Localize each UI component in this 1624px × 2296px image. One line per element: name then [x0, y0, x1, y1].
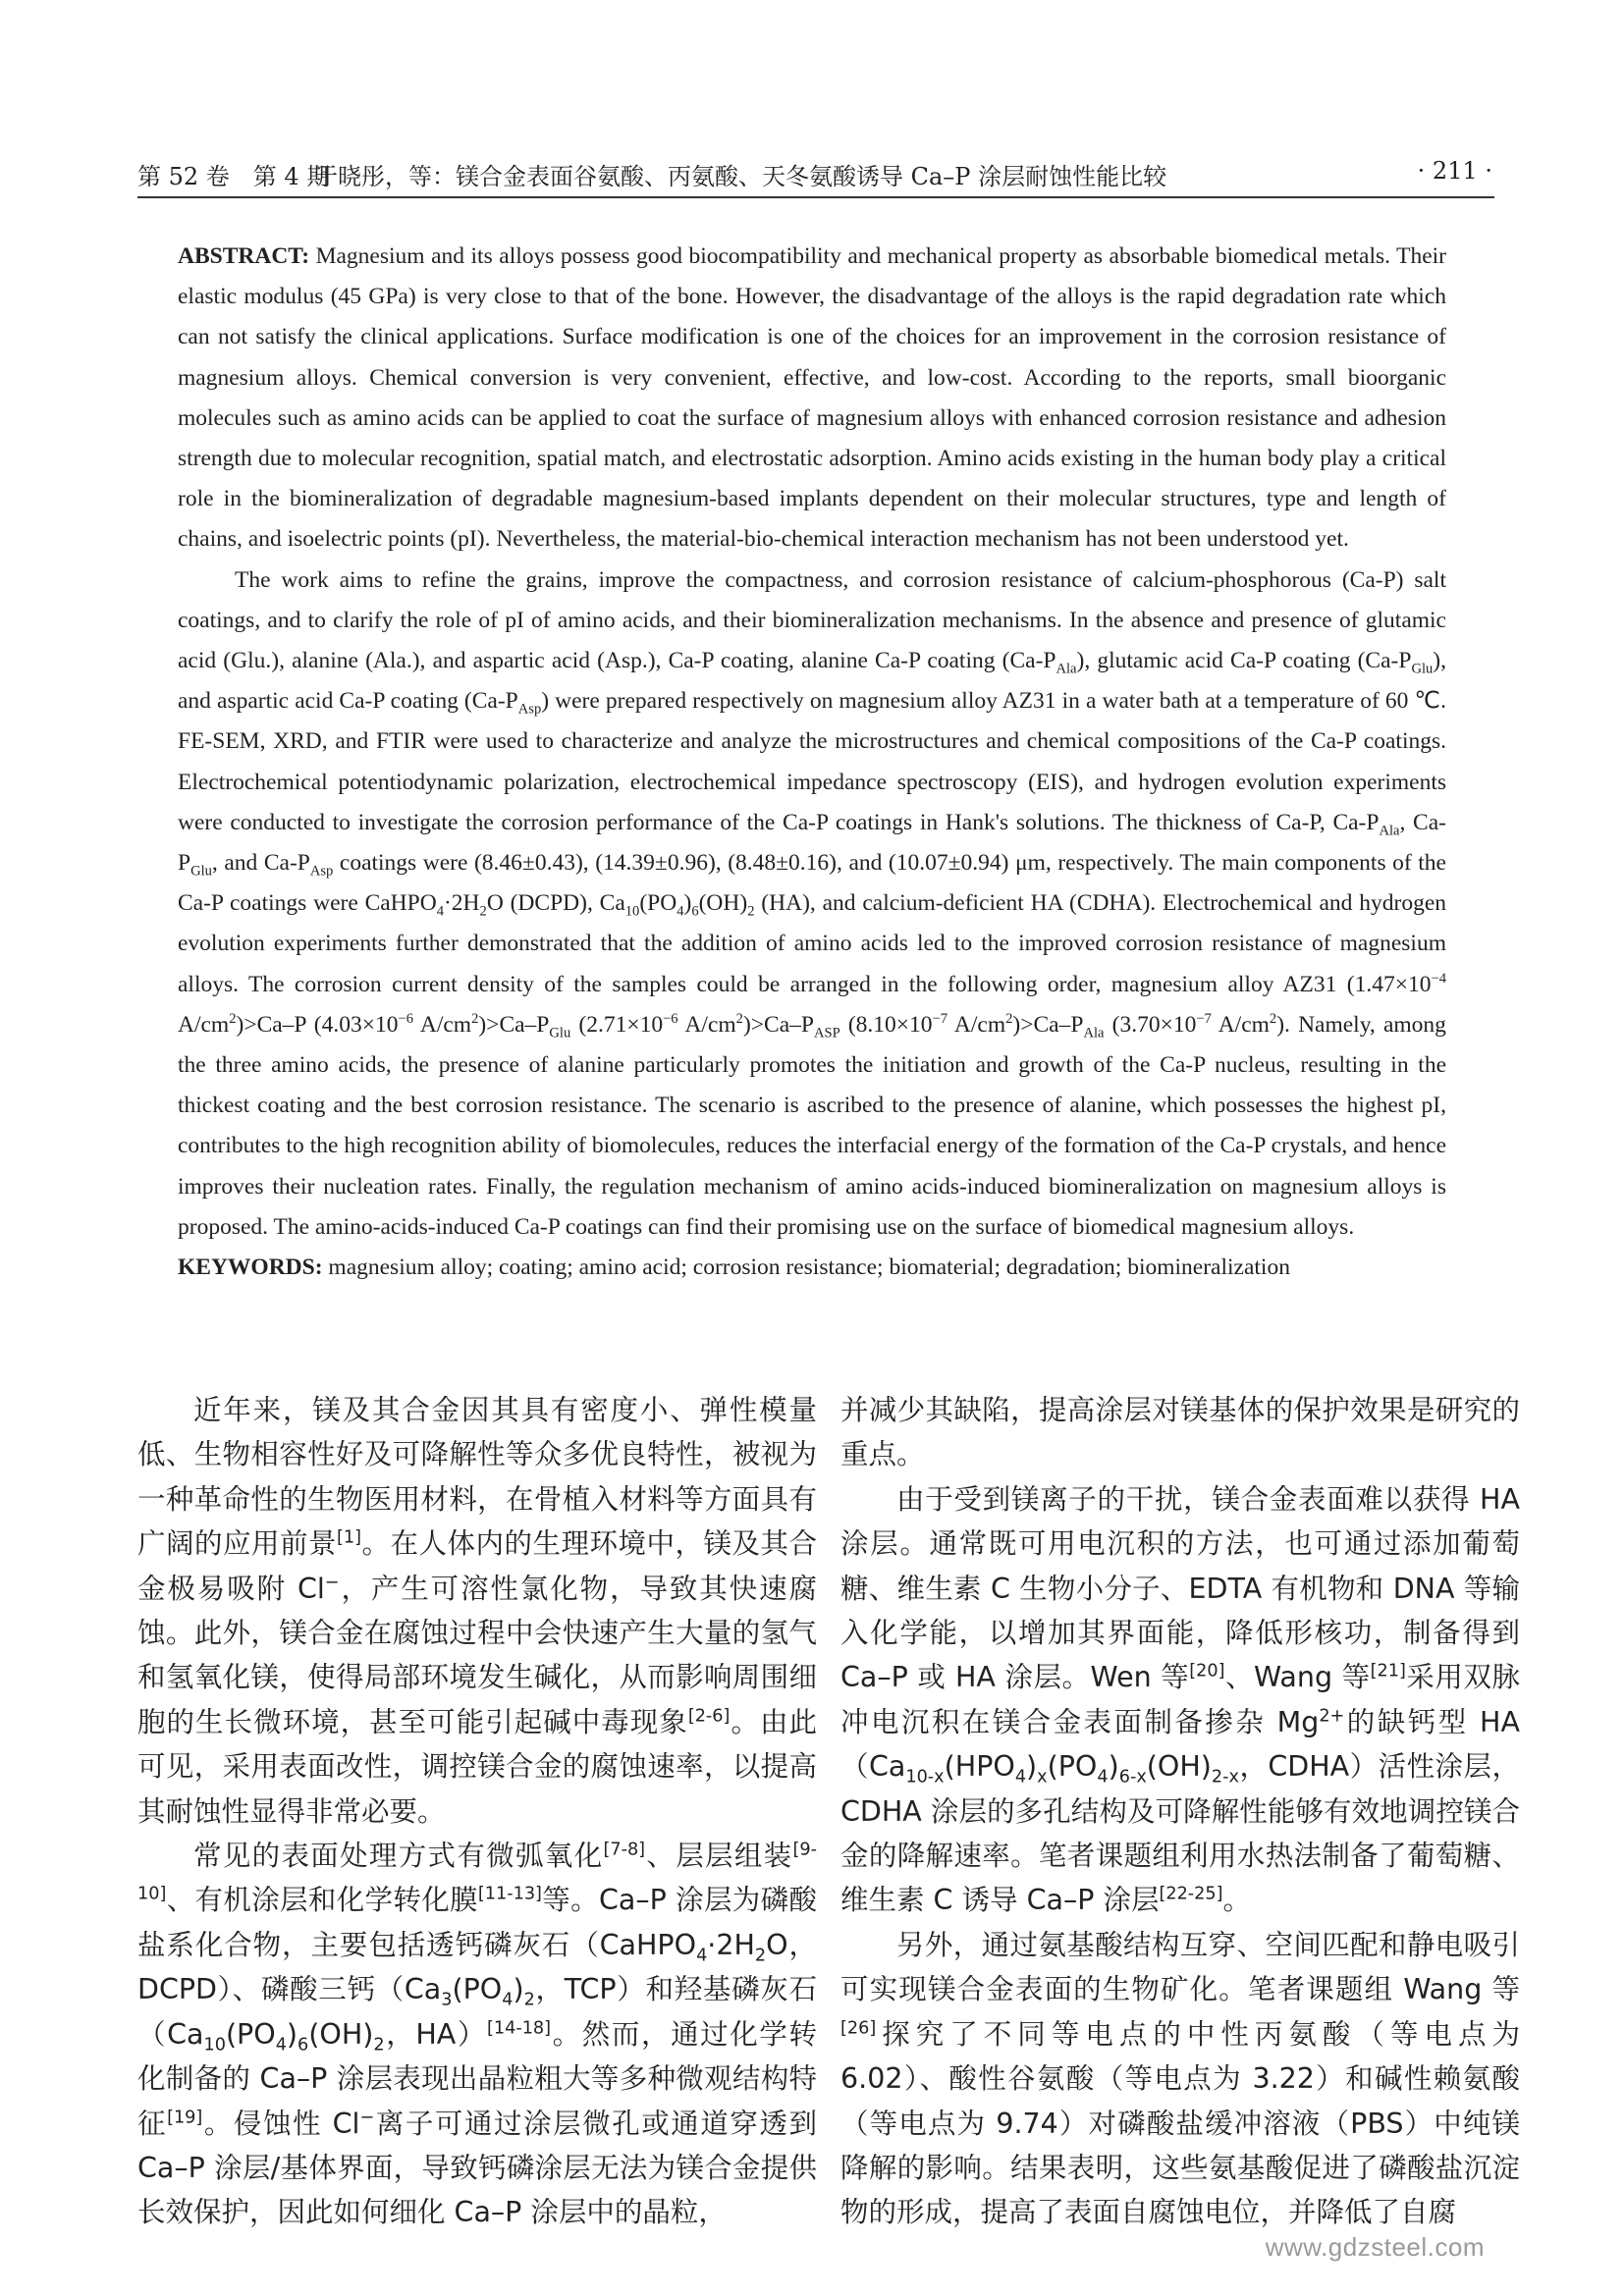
- running-title: 于晓彤，等：镁合金表面谷氨酸、丙氨酸、天冬氨酸诱导 Ca–P 涂层耐蚀性能比较: [314, 163, 1167, 190]
- english-abstract: [178, 237, 1446, 1288]
- keywords-text: magnesium alloy; coating; amino acid; corrosion resistance; biomaterial; degradation; biomineralization: [328, 1255, 1290, 1281]
- site-watermark: www.gdzsteel.com: [1265, 2232, 1485, 2262]
- abstract-text-1: Magnesium and its alloys possess good biocompatibility and mechanical property as absorbable biomedical metals. Their elastic modulus (45 GPa) is very close to that of the bone. However, the disadvantage of the alloys is the rapid degradation rate which can not satisfy the clinical applications. Surface modification is one of the choices for an improvement in the corrosion resistance of magnesium alloys. Chemical conversion is very convenient, effective, and low-cost. According to the reports, small bioorganic molecules such as amino acids can be applied to coat the surface of magnesium alloys with enhanced corrosion resistance and adhesion strength due to molecular recognition, spatial match, and electrostatic adsorption. Amino acids existing in the human body play a critical role in the biomineralization of degradable magnesium-based implants dependent on their molecular structures, type and length of chains, and isoelectric points (pI). Nevertheless, the material-bio-chemical interaction mechanism has not been understood yet.: [178, 243, 1446, 553]
- body-paragraph: 常见的表面处理方式有微弧氧化[7-8]、层层组装[9-10]、有机涂层和化学转化膜[11-13]等。Ca–P 涂层为磷酸盐系化合物，主要包括透钙磷灰石（$CaHPO_4\cdot 2H_2O$，DCPD）、磷酸三钙（$Ca_3(PO_4)_2$，TCP）和羟基磷灰石（$Ca_{10}(PO_4)_6(OH)_2$，HA）[14-18]。然而，通过化学转化制备的 Ca–P 涂层表现出晶粒粗大等多种微观结构特征[19]。侵蚀性 Cl−离子可通过涂层微孔或通道穿透到 Ca–P 涂层/基体界面，导致钙磷涂层无法为镁合金提供长效保护，因此如何细化 Ca–P 涂层中的晶粒，: [137, 1840, 818, 2229]
- body-column-right: [840, 1388, 1520, 2235]
- keywords-label: KEYWORDS:: [178, 1255, 323, 1281]
- journal-issue: 第 52 卷 第 4 期: [137, 163, 331, 190]
- abstract-paragraph-2: The work aims to refine the grains, improve the compactness, and corrosion resistance of calcium-phosphorous (Ca-P) salt coatings, and to clarify the role of pI of amino acids, and their biomineralization mechanisms. In the absence and presence of glutamic acid (Glu.), alanine (Ala.), and aspartic acid (Asp.), Ca-P coating, alanine Ca-P coating $(Ca-P_{Ala})$, glutamic acid Ca-P coating $(Ca-P_{Glu})$, and aspartic acid Ca-P coating $(Ca-P_{Asp})$ were prepared respectively on magnesium alloy AZ31 in a water bath at a temperature of 60 ℃. FE-SEM, XRD, and FTIR were used to characterize and analyze the microstructures and chemical compositions of the Ca-P coatings. Electrochemical potentiodynamic polarization, electrochemical impedance spectroscopy (EIS), and hydrogen evolution experiments were conducted to investigate the corrosion performance of the Ca-P coatings in Hank's solutions. The thickness of Ca-P, $Ca-P_{Ala}$, $Ca-P_{Glu}$, and $Ca-P_{Asp}$ coatings were (8.46±0.43), (14.39±0.96), (8.48±0.16), and (10.07±0.94) μm, respectively. The main components of the Ca-P coatings were $CaHPO_4\cdot 2H_2O$ (DCPD), $Ca_{10}(PO_4)_6(OH)_2$ (HA), and calcium-deficient HA (CDHA). Electrochemical and hydrogen evolution experiments further demonstrated that the addition of amino acids led to the improved corrosion resistance of magnesium alloys. The corrosion current density of the samples could be arranged in the following order, magnesium alloy AZ31 ($1.47\times 10^{-4}$ $A/cm^2)>Ca-P$ ($4.03\times 10^{-6}$ $A/cm^2)>Ca-P_{Glu}$ ($2.71\times 10^{-6}$ $A/cm^2)>Ca-P_{ASP}$ ($8.10\times 10^{-7}$ $A/cm^2)>Ca-P_{Ala}$ ($3.70\times 10^{-7}$ $A/cm^2$). Namely, among the three amino acids, the presence of alanine particularly promotes the initiation and growth of the Ca-P nucleus, resulting in the thickest coating and the best corrosion resistance. The scenario is ascribed to the presence of alanine, which possesses the highest pI, contributes to the high recognition ability of biomolecules, reduces the interfacial energy of the formation of the Ca-P crystals, and hence improves their nucleation rates. Finally, the regulation mechanism of amino acids-induced biomineralization on magnesium alloys is proposed. The amino-acids-induced Ca-P coatings can find their promising use on the surface of biomedical magnesium alloys.: [178, 566, 1446, 1240]
- keywords: [178, 1248, 1446, 1288]
- abstract-paragraph-1: [178, 237, 1446, 561]
- body-column-left: [137, 1388, 817, 2235]
- body-paragraph: 由于受到镁离子的干扰，镁合金表面难以获得 HA 涂层。通常既可用电沉积的方法，也可通过添加葡萄糖、维生素 C 生物小分子、EDTA 有机物和 DNA 等输入化学能，以增加其界面能，降低形核功，制备得到 Ca–P 或 HA 涂层。Wen 等[20]、Wang 等[21]采用双脉冲电沉积在镁合金表面制备掺杂 $Mg^{2+}$的缺钙型 $HA(Ca_{10-x}(HPO_4)_x(PO_4)_{6-x}(OH)_{2-x}$，CDHA）活性涂层，CDHA 涂层的多孔结构及可降解性能够有效地调控镁合金的降解速率。笔者课题组利用水热法制备了葡萄糖、维生素 C 诱导 Ca–P 涂层[22-25]。: [840, 1482, 1520, 1917]
- page-number: · 211 ·: [1417, 157, 1492, 185]
- body-paragraph: 另外，通过氨基酸结构互穿、空间匹配和静电吸引可实现镁合金表面的生物矿化。笔者课题组 Wang 等[26]探究了不同等电点的中性丙氨酸（等电点为 6.02）、酸性谷氨酸（等电点为 3.22）和碱性赖氨酸（等电点为 9.74）对磷酸盐缓冲溶液（PBS）中纯镁降解的影响。结果表明，这些氨基酸促进了磷酸盐沉淀物的形成，提高了表面自腐蚀电位，并降低了自腐: [840, 1928, 1520, 2229]
- abstract-label: ABSTRACT:: [178, 243, 310, 269]
- body-paragraph: 并减少其缺陷，提高涂层对镁基体的保护效果是研究的重点。: [840, 1394, 1520, 1471]
- running-header: [137, 157, 1492, 196]
- header-rule: [137, 196, 1494, 198]
- body-paragraph: 近年来，镁及其合金因其具有密度小、弹性模量低、生物相容性好及可降解性等众多优良特性，被视为一种革命性的生物医用材料，在骨植入材料等方面具有广阔的应用前景[1]。在人体内的生理环境中，镁及其合金极易吸附 Cl−，产生可溶性氯化物，导致其快速腐蚀。此外，镁合金在腐蚀过程中会快速产生大量的氢气和氢氧化镁，使得局部环境发生碱化，从而影响周围细胞的生长微环境，甚至可能引起碱中毒现象[2-6]。由此可见，采用表面改性，调控镁合金的腐蚀速率，以提高其耐蚀性显得非常必要。: [137, 1394, 817, 1828]
